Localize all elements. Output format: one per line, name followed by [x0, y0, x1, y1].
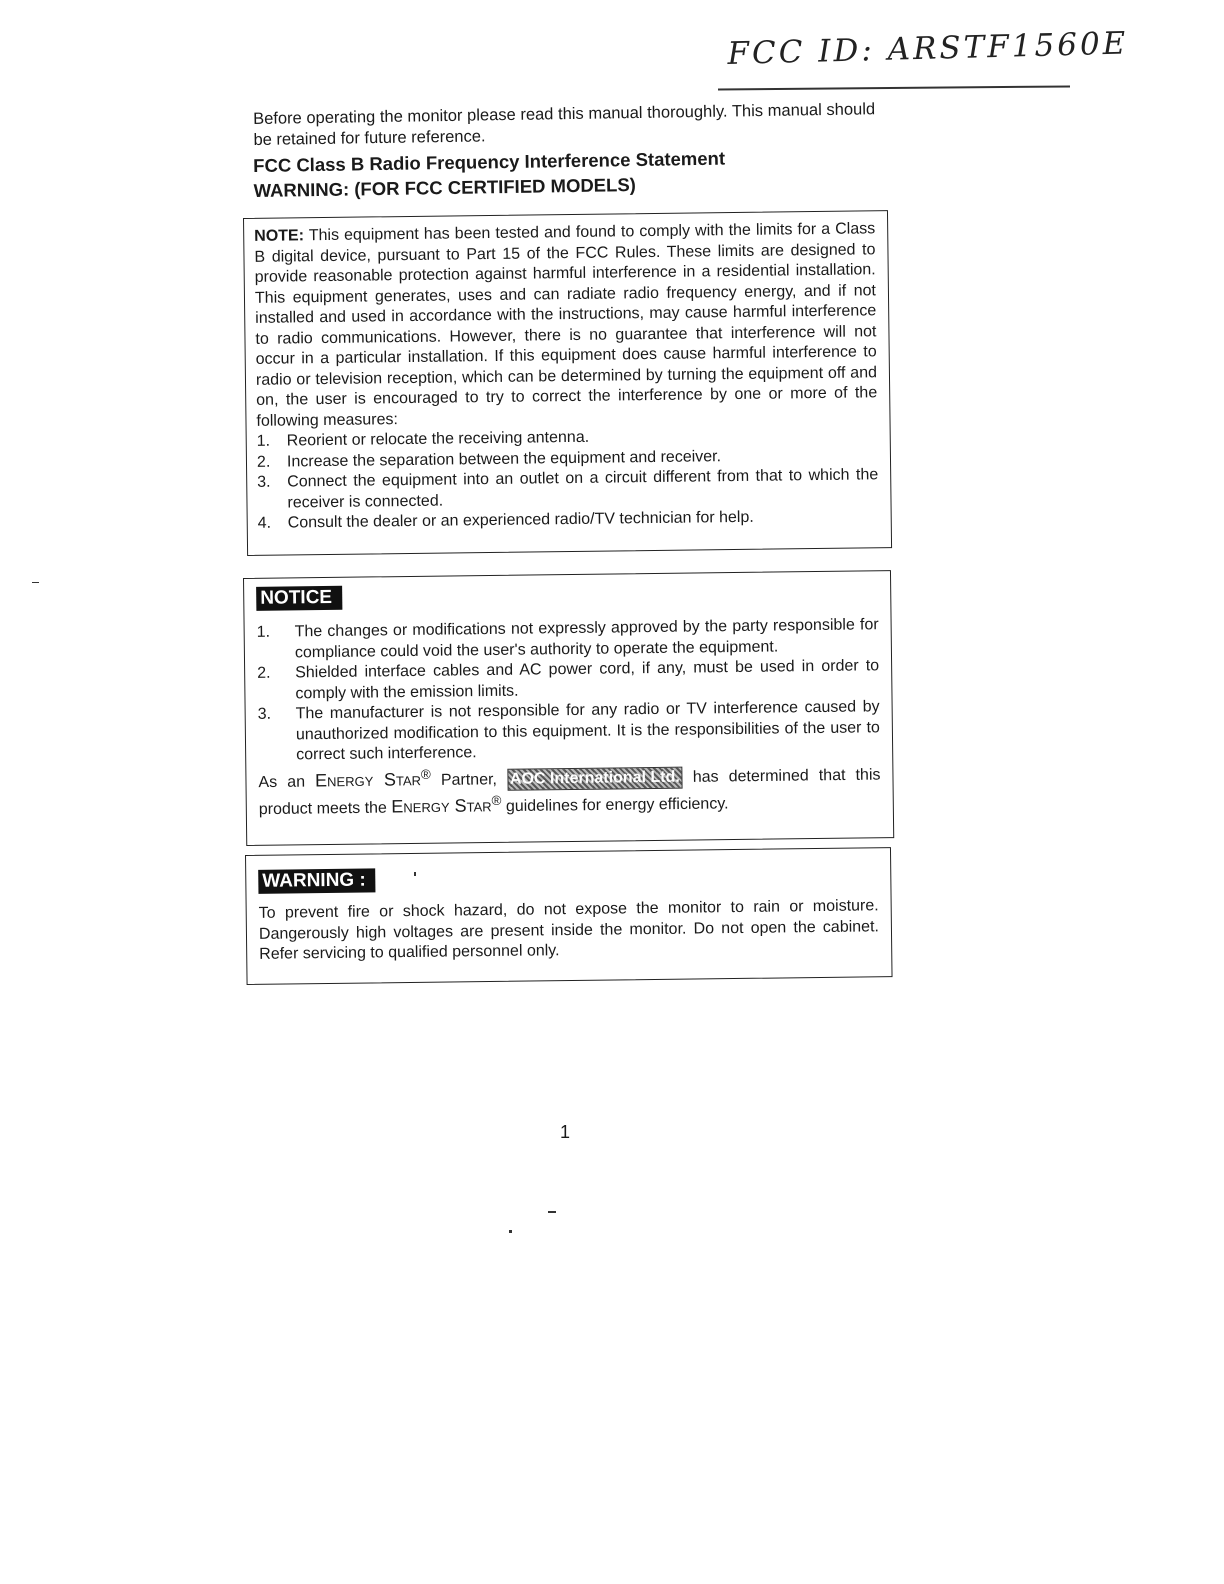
notice-box: [243, 570, 894, 846]
energy-star-mark: Energy Star: [391, 795, 492, 817]
fcc-heading: [253, 146, 726, 203]
fcc-heading-title: FCC Class B Radio Frequency Interference Statement: [253, 147, 726, 176]
company-name: AOC International Ltd.: [507, 766, 683, 791]
list-item-text: Reorient or relocate the receiving antenna.: [286, 428, 590, 450]
fcc-id-handwritten: FCC ID: ARSTF1560E: [727, 25, 1129, 72]
note-label: NOTE:: [254, 227, 305, 245]
list-item: [258, 697, 881, 766]
energy-prefix: As an: [258, 772, 316, 791]
list-item-number: 4.: [257, 514, 272, 532]
energy-star-statement: [258, 759, 881, 821]
scan-speck: [414, 872, 416, 876]
list-item-number: 1.: [256, 432, 271, 450]
list-item-number: 2.: [256, 453, 271, 471]
list-item-number: 2.: [257, 664, 271, 682]
list-item-text: Connect the equipment into an outlet on a circuit different from that to which the receiver is connected.: [287, 466, 879, 511]
scan-speck: [509, 1230, 512, 1233]
fcc-heading-warning: WARNING: (FOR FCC CERTIFIED MODELS): [253, 173, 637, 201]
fcc-id-underline: [718, 85, 1070, 90]
list-item-text: The changes or modifications not expressly approved by the party responsible for compliance could void the user's authority to operate the equipment.: [294, 616, 879, 661]
fcc-statement-box: [243, 210, 892, 556]
list-item-number: 3.: [257, 473, 271, 491]
page-number: 1: [560, 1122, 571, 1142]
list-item-text: Increase the separation between the equipment and receiver.: [286, 447, 722, 470]
scan-speck: [32, 582, 39, 583]
intro-paragraph: Before operating the monitor please read this manual thoroughly. This manual should be retained for future reference.: [253, 99, 876, 149]
list-item-text: Consult the dealer or an experienced radio/TV technician for help.: [287, 508, 754, 532]
energy-star-mark: Energy Star: [314, 768, 422, 790]
registered-mark: ®: [420, 766, 431, 782]
warning-text: To prevent fire or shock hazard, do not expose the monitor to rain or moisture. Dangerously high voltages are present inside the monitor. Do not open the cabinet. Refer servicing to qualified personnel only.: [258, 897, 880, 963]
list-item-number: 3.: [257, 705, 272, 723]
energy-partner: Partner,: [430, 770, 508, 789]
note-text: This equipment has been tested and found to comply with the limits for a Class B digital device, pursuant to Part 15 of the FCC Rules. These limits are designed to provide reasonable protection against harmful interference in a residential installation. This equipment generates, uses and can radiate radio frequency energy, and if not installed and used in accordance with the instructions, may cause harmful interference to radio communications. However, there is no guarantee that interference will not occur in a particular installation. If this equipment does cause harmful interference to radio or television reception, which can be determined by turning the equipment off and on, the user is encouraged to try to correct the interference by one or more of the following measures:: [254, 220, 878, 430]
fcc-measures-list: [257, 424, 879, 534]
energy-suffix: guidelines for energy efficiency.: [501, 795, 729, 816]
notice-list: [257, 615, 881, 766]
warning-box: [245, 847, 893, 985]
fcc-note-paragraph: [254, 219, 877, 432]
scan-speck: [548, 1211, 556, 1213]
list-item-text: The manufacturer is not responsible for any radio or TV interference caused by unauthorized modification to this equipment. It is the responsibilities of the user to correct such interference.: [295, 698, 880, 764]
list-item-text: Shielded interface cables and AC power cord, if any, must be used in order to comply with the emission limits.: [295, 657, 880, 702]
registered-mark: ®: [491, 793, 502, 809]
notice-badge: NOTICE: [256, 586, 342, 611]
warning-badge: WARNING :: [258, 868, 376, 893]
energy-mid: has determined that this product meets the: [258, 766, 881, 819]
list-item-number: 1.: [256, 623, 271, 641]
